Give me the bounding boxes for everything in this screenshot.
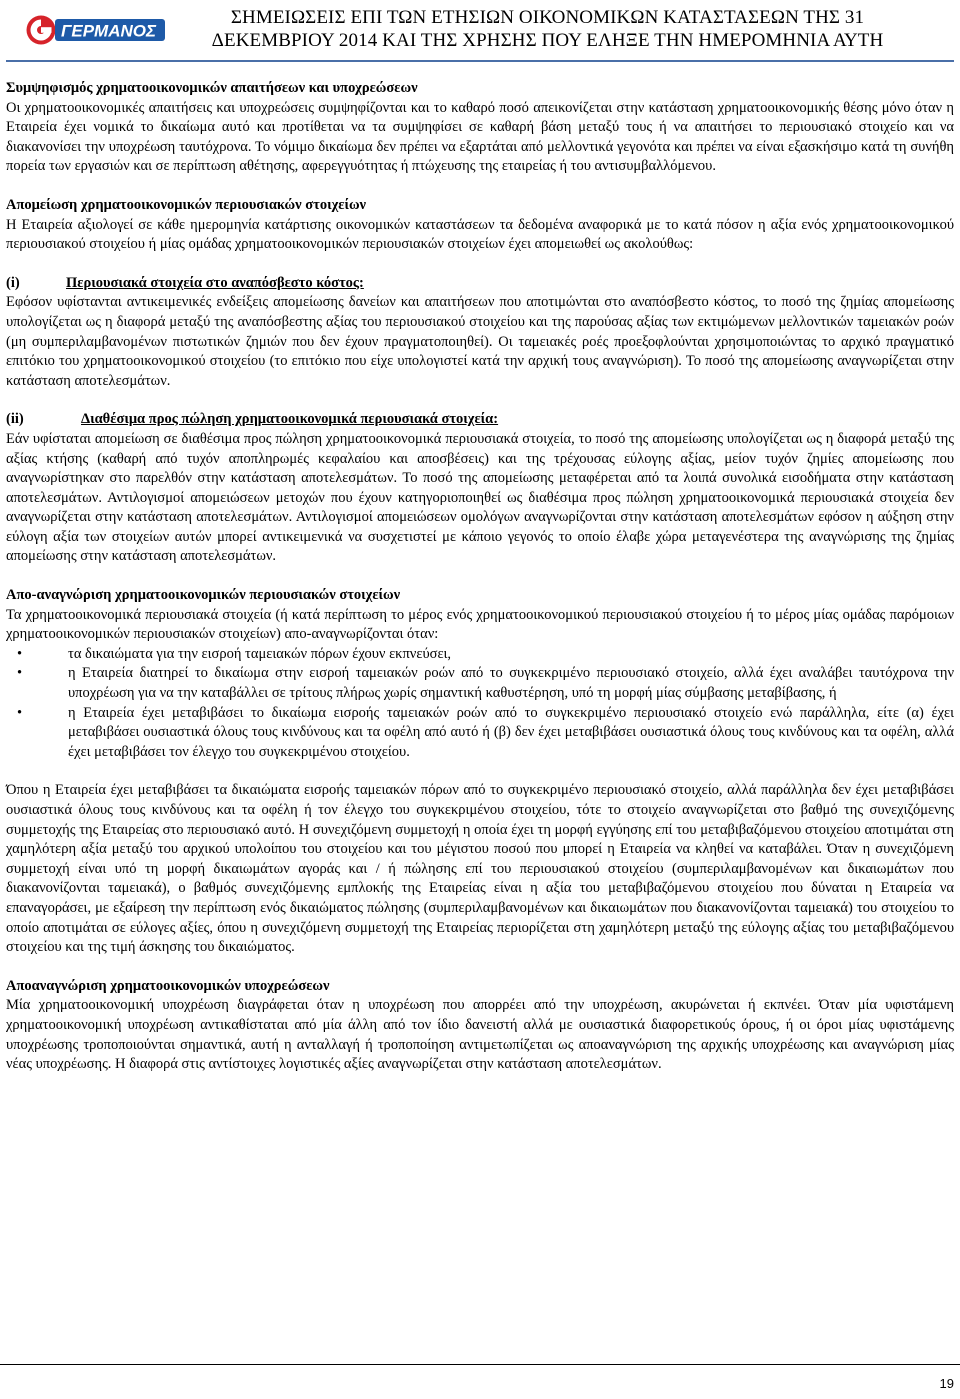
impairment-i-paragraph: Εφόσον υφίστανται αντικειμενικές ενδείξεις απομείωσης δανείων και απαιτήσεων που αποτιμώνται στο αναπόσβεστο κόστος, το ποσό της ζημίας απομείωσης υπολογίζεται ως η διαφορά μεταξύ της αναπόσβεστης αξίας του περιουσιακού στοιχείου και της παρούσας αξίας των εκτιμώμενων μελλοντικών ταμειακών ροών (μη συμπεριλαμβανομένων πιστωτικών ζημιών που δεν έχουν πραγματοποιηθεί). Οι ταμειακές ροές προεξοφλούνται χρησιμοποιώντας το αρχικό πραγματικό επιτόκιο του χρηματοοικονομικού στοιχείου (το επιτόκιο που είχε υπολογιστεί κατά την αρχική τους αναγνώριση). Το ποσό της απομείωσης αναγνωρίζεται στην κατάσταση αποτελεσμάτων. [6, 294, 954, 389]
document-body [6, 79, 954, 1075]
list-item [6, 704, 954, 763]
page-number: 19 [939, 1376, 954, 1391]
list-item-text-content: η Εταιρεία διατηρεί το δικαίωμα στην εισροή ταμειακών ροών από το συγκεκριμένο περιουσιακό στοιχείο, αλλά έχει αναλάβει ταυτόχρονα την υποχρέωση για να την καταβάλλει σε τρίτους πλήρως χωρίς σημαντική καθυστέρηση, υπό τη μορφή μίας σύμβασης μεταβίβασης, ή [68, 665, 954, 702]
subheading-i-number: (i) [6, 274, 20, 291]
derecognition-assets-followup: Όπου η Εταιρεία έχει μεταβιβάσει τα δικαιώματα εισροής ταμειακών πόρων από το συγκεκριμένο περιουσιακό στοιχείο, αλλά παράλληλα δεν έχει μεταβιβάσει ουσιαστικά όλους τους κινδύνους και τα οφέλη ή τον έλεγχο του συγκεκριμένου στοιχείου, τότε το στοιχείο αναγνωρίζεται στο βαθμό της συνεχιζόμενης συμμετοχής της Εταιρείας στο περιουσιακό αυτό. Η συνεχιζόμενη συμμετοχή η οποία έχει τη μορφή εγγύησης επί του μεταβιβαζόμενου στοιχείου αποτιμάται στη χαμηλότερη αξία μεταξύ του αρχικού υπολοίπου του στοιχείου και του μέγιστου ποσού που μπορεί η Εταιρεία να κληθεί να καταβάλει. Όταν η συνεχιζόμενη συμμετοχή είναι υπό τη μορφή δικαιωμάτων αγοράς και / ή πώλησης επί του περιουσιακού στοιχείου (συμπεριλαμβανομένων και δικαιωμάτων που διακανονίζονται ταμειακά), ο βαθμός συνεχιζόμενης εμπλοκής της Εταιρείας είναι η αξία του μεταβιβαζόμενου στοιχείου που δύναται η Εταιρεία να επαναγοράσει, με εξαίρεση την περίπτωση ενός δικαιώματος πώλησης (συμπεριλαμβανομένων και δικαιωμάτων που διακανονίζονται ταμειακά) του στοιχείου το οποίο αποτιμάται σε εύλογες αξίες, όπου η συνεχιζόμενη συμμετοχή της Εταιρείας περιορίζεται στη χαμηλότερη μεταξύ της εύλογης αξίας του μεταβιβαζόμενου στοιχείου και της τιμή άσκησης του δικαιώματος. [6, 782, 954, 956]
page-footer [0, 1364, 960, 1399]
page-header [0, 0, 960, 64]
spacer [6, 762, 954, 781]
header-title [180, 6, 915, 52]
impairment-subheading-ii [6, 410, 954, 430]
subheading-ii-number: (ii) [6, 411, 24, 428]
list-item-text-content: η Εταιρεία έχει μεταβιβάσει το δικαίωμα εισροής ταμειακών ροών από το συγκεκριμένο περιουσιακό στοιχείο ενώ παράλληλα, είτε (α) έχει μεταβιβάσει ουσιαστικά όλους τους κινδύνους και τα οφέλη από αυτό ή (β) δεν έχει μεταβιβάσει ουσιαστικά όλους τους κινδύνους και τα οφέλη, αλλά έχει μεταβιβάσει τον έλεγχο του συγκεκριμένου στοιχείου. [68, 704, 954, 760]
list-item-text [6, 664, 954, 703]
subheading-i-title: Περιουσιακά στοιχεία στο αναπόσβεστο κόστος: [66, 274, 364, 291]
germanos-logo [24, 10, 167, 50]
header-title-line1: ΣΗΜΕΙΩΣΕΙΣ ΕΠΙ ΤΩΝ ΕΤΗΣΙΩΝ ΟΙΚΟΝΟΜΙΚΩΝ ΚΑΤΑΣΤΑΣΕΩΝ ΤΗΣ 31 [230, 7, 865, 28]
list-item [6, 664, 954, 703]
offsetting-paragraph: Οι χρηματοοικονομικές απαιτήσεις και υποχρεώσεις συμψηφίζονται και το καθαρό ποσό απεικονίζεται στην κατάσταση χρηματοοικονομικής θέσης μόνο όταν η Εταιρεία έχει νομικά το δικαίωμα αυτό και προτίθεται να τα συμψηφίσει σε καθαρή βάση μεταξύ τους ή να απαιτήσει το περιουσιακό στοιχείο και να διακανονίσει την υποχρέωση ταυτόχρονα. Το νόμιμο δικαίωμα δεν πρέπει να εξαρτάται από μελλοντικά γεγονότα και πρέπει να είναι εξασκήσιμο κατά τη συνήθη πορεία των εργασιών και σε περίπτωση αθέτησης, αφερεγγυότητας ή πτώχευσης της εταιρείας ή του αντισυμβαλλόμενου. [6, 99, 954, 175]
spacer [6, 567, 954, 586]
header-divider [6, 60, 954, 62]
spacer [6, 255, 954, 274]
offsetting-heading: Συμψηφισμός χρηματοοικονομικών απαιτήσεων και υποχρεώσεων [6, 80, 418, 96]
spacer [6, 391, 954, 410]
spacer [6, 177, 954, 196]
subheading-ii-title: Διαθέσιμα προς πώληση χρηματοοικονομικά περιουσιακά στοιχεία: [81, 411, 499, 428]
derecognition-liabilities-heading: Αποαναγνώριση χρηματοοικονομικών υποχρεώσεων [6, 977, 330, 994]
logo-text: ΓΕΡΜΑΝΟΣ [61, 21, 157, 41]
derecognition-bullet-list [6, 645, 954, 763]
list-item-text: τα δικαιώματα για την εισροή ταμειακών πόρων έχουν εκπνεύσει, [68, 645, 452, 662]
spacer [6, 958, 954, 977]
impairment-subheading-i [6, 274, 954, 294]
bullet-icon: • [17, 704, 23, 721]
list-item-text [6, 704, 954, 763]
impairment-heading: Απομείωση χρηματοοικονομικών περιουσιακών στοιχείων [6, 196, 367, 213]
bullet-icon: • [17, 665, 23, 682]
header-title-line2: ΔΕΚΕΜΒΡΙΟΥ 2014 ΚΑΙ ΤΗΣ ΧΡΗΣΗΣ ΠΟΥ ΕΛΗΞΕ ΤΗΝ ΗΜΕΡΟΜΗΝΙΑ ΑΥΤΗ [211, 30, 884, 51]
impairment-ii-paragraph: Εάν υφίσταται απομείωση σε διαθέσιμα προς πώληση χρηματοοικονομικά περιουσιακά στοιχεία, το ποσό της απομείωσης υπολογίζεται ως η διαφορά μεταξύ της αξίας κτήσης (καθαρή από τυχόν αποπληρωμές κεφαλαίου και αποσβέσεις) και της τρέχουσας εύλογης αξίας, μείον τυχόν ζημίες απομείωσης που αναγνωρίστηκαν στο παρελθόν στην κατάσταση αποτελεσμάτων. Το ποσό της απομείωσης μεταφέρεται από τα λοιπά συνολικά εισοδήματα στην κατάσταση αποτελεσμάτων. Αντιλογισμοί απομειώσεων μετοχών που έχουν κατηγοριοποιηθεί ως διαθέσιμα προς πώληση χρηματοοικονομικά περιουσιακά στοιχεία δεν αναγνωρίζεται στην κατάσταση αποτελεσμάτων. Αντιλογισμοί απομειώσεων ομολόγων αναγνωρίζονται στην κατάσταση αποτελεσμάτων εφόσον η αύξηση στην εύλογη αξία των στοιχείων αυτών μπορεί αντικειμενικά να συσχετιστεί με κάποιο γεγονός το οποίο έλαβε χώρα μεταγενέστερα της αναγνώρισης της ζημίας απομείωσης στην κατάσταση αποτελεσμάτων. [6, 430, 954, 565]
derecognition-assets-heading: Απο-αναγνώριση χρηματοοικονομικών περιουσιακών στοιχείων [6, 587, 401, 604]
derecognition-liabilities-paragraph: Μία χρηματοοικονομική υποχρέωση διαγράφεται όταν η υποχρέωση που απορρέει από την υποχρέωση, ακυρώνεται ή εκπνέει. Όταν μία υφιστάμενη χρηματοοικονομική υποχρέωση αντικαθίσταται από μία άλλη από τον ίδιο δανειστή αλλά με ουσιαστικά διαφορετικούς όρους, ή οι όροι μίας υφιστάμενης υποχρέωσης τροποποιούνται σημαντικά, αυτή η ανταλλαγή ή τροποποίηση αντιμετωπίζεται ως αποαναγνώριση της αρχικής υποχρέωσης και αναγνώριση μίας νέας υποχρέωσης. Η διαφορά στις αντίστοιχες λογιστικές αξίες αναγνωρίζεται στην κατάσταση αποτελεσμάτων. [6, 997, 954, 1073]
list-item [6, 645, 954, 665]
impairment-paragraph: Η Εταιρεία αξιολογεί σε κάθε ημερομηνία κατάρτισης οικονομικών καταστάσεων τα δεδομένα αναφορικά με το κατά πόσον η αξία ενός χρηματοοικονομικού περιουσιακού στοιχείου ή μίας ομάδας χρηματοοικονομικών περιουσιακών στοιχείων έχει απομειωθεί ως ακολούθως: [6, 216, 954, 253]
bullet-icon: • [17, 645, 23, 662]
derecognition-assets-intro: Τα χρηματοοικονομικά περιουσιακά στοιχεία (ή κατά περίπτωση το μέρος ενός χρηματοοικονομικού περιουσιακού στοιχείου ή το μέρος μίας ομάδας παρόμοιων χρηματοοικονομικών περιουσιακών στοιχείων) απο-αναγνωρίζονται όταν: [6, 606, 954, 643]
